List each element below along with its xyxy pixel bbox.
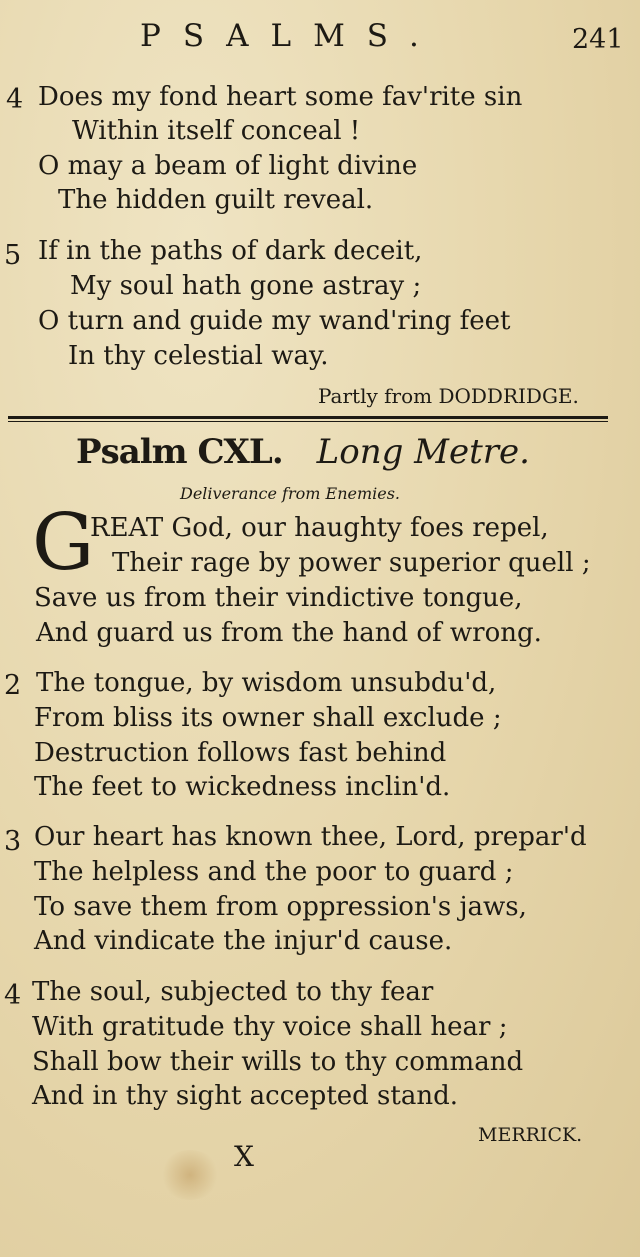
- page-number: 241: [572, 24, 624, 55]
- drop-cap: G: [32, 498, 95, 588]
- attribution-merrick: MERRICK.: [478, 1124, 583, 1146]
- verse-line: REAT God, our haughty foes repel,: [90, 513, 549, 543]
- verse-line: The hidden guilt reveal.: [58, 185, 374, 215]
- verse-line: The helpless and the poor to guard ;: [34, 857, 514, 887]
- verse-line: To save them from oppression's jaws,: [34, 892, 527, 922]
- verse-line: The feet to wickedness inclin'd.: [34, 772, 451, 802]
- psalm-title: [76, 432, 530, 472]
- psalm-subtitle: Deliverance from Enemies.: [180, 484, 401, 503]
- verse-line: And guard us from the hand of wrong.: [36, 618, 542, 648]
- verse-line: From bliss its owner shall exclude ;: [34, 703, 502, 733]
- verse-line: With gratitude thy voice shall hear ;: [32, 1012, 508, 1042]
- verse-line: If in the paths of dark deceit,: [38, 236, 423, 266]
- verse-number: 2: [4, 670, 22, 701]
- psalm-meter: Long Metre.: [316, 432, 530, 472]
- verse-line: Within itself conceal !: [72, 116, 361, 146]
- verse-line: O turn and guide my wand'ring feet: [38, 306, 511, 336]
- verse-line: Our heart has known thee, Lord, prepar'd: [34, 822, 587, 852]
- verse-number: 4: [4, 980, 22, 1011]
- verse-number: 3: [4, 826, 22, 857]
- attribution-doddridge: Partly from DODDRIDGE.: [318, 384, 579, 408]
- verse-line: And in thy sight accepted stand.: [32, 1081, 459, 1111]
- section-divider-thin: [8, 421, 608, 422]
- verse-number: 5: [4, 240, 22, 271]
- verse-line: Destruction follows fast behind: [34, 738, 447, 768]
- verse-line: Shall bow their wills to thy command: [32, 1047, 524, 1077]
- verse-line: Save us from their vindictive tongue,: [34, 583, 523, 613]
- verse-number: 4: [6, 84, 24, 115]
- verse-line: Does my fond heart some fav'rite sin: [38, 82, 523, 112]
- psalm-number: Psalm CXL.: [76, 432, 283, 472]
- verse-line: O may a beam of light divine: [38, 151, 418, 181]
- verse-line: My soul hath gone astray ;: [70, 271, 422, 301]
- verse-line: Their rage by power superior quell ;: [112, 548, 591, 578]
- section-divider: [8, 416, 608, 419]
- signature-mark: X: [234, 1140, 254, 1173]
- paper-stain: [160, 1150, 220, 1200]
- verse-line: The soul, subjected to thy fear: [32, 977, 434, 1007]
- page-header: [0, 10, 640, 60]
- running-title: PSALMS.: [140, 18, 441, 54]
- verse-line: And vindicate the injur'd cause.: [34, 926, 453, 956]
- verse-line: The tongue, by wisdom unsubdu'd,: [36, 668, 497, 698]
- verse-line: In thy celestial way.: [68, 341, 329, 371]
